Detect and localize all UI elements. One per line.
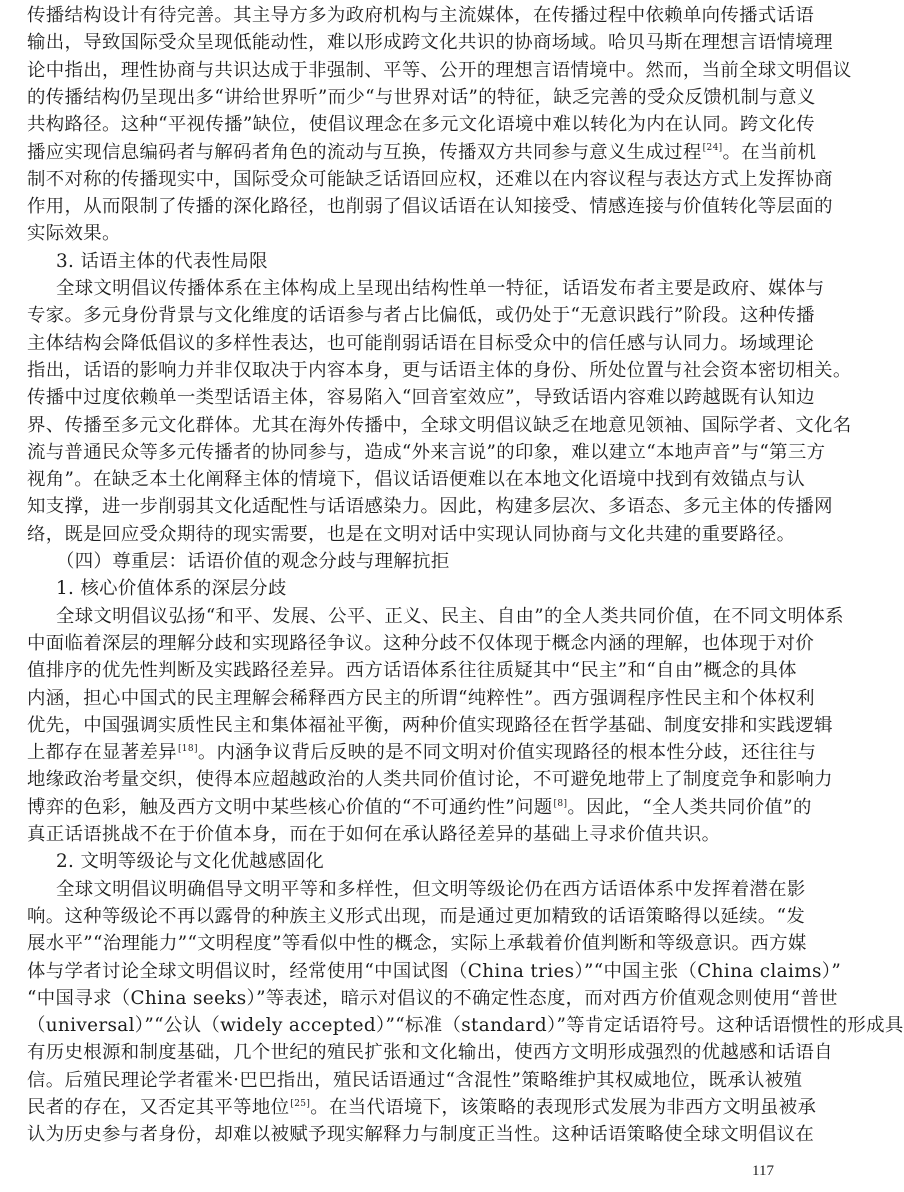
page-number: 117 <box>752 1163 774 1179</box>
text-line <box>27 220 785 247</box>
line-text: 1. 核心价值体系的深层分歧 <box>56 578 287 600</box>
line-text: 。在当前机 <box>722 141 817 163</box>
line-text: 内涵，担心中国式的民主理解会稀释西方民主的所谓“纯粹性”。西方强调程序性民主和个体权利 <box>27 687 815 709</box>
text-line <box>27 712 833 739</box>
citation-ref: [24] <box>702 143 723 154</box>
line-text: 实际效果。 <box>27 223 121 245</box>
line-text: 指出，话语的影响力并非仅取决于内容本身，更与话语主体的身份、所处位置与社会资本密切相关。 <box>27 359 852 381</box>
line-text: 认为历史参与者身份，却难以被赋予现实解释力与制度正当性。这种话语策略使全球文明倡议在 <box>27 1124 815 1146</box>
line-text: 全球文明倡议传播体系在主体构成上呈现出结构性单一特征，话语发布者主要是政府、媒体与 <box>56 278 825 299</box>
text-line <box>27 985 838 1012</box>
line-text: “中国寻求（China seeks）”等表述，暗示对倡议的不确定性态度，而对西方价值观念则使用“普世 <box>27 987 838 1009</box>
text-line <box>56 575 785 602</box>
line-text: 论中指出，理性协商与共识达成于非强制、平等、公开的理想言语情境中。然而，当前全球文明倡议 <box>27 59 852 81</box>
line-text: 信。后殖民理论学者霍米·巴巴指出，殖民话语通过“含混性”策略维护其权威地位，既承认被殖 <box>27 1069 803 1091</box>
text-line <box>56 848 785 875</box>
line-text: 主体结构会降低倡议的多样性表达，也可能削弱话语在目标受众中的信任感与认同力。场域理论 <box>27 332 815 354</box>
text-line <box>27 821 785 848</box>
text-line <box>27 384 815 411</box>
line-text: 流与普通民众等多元传播者的协同参与，造成“外来言说”的印象，难以建立“本地声音”与“第三方 <box>27 441 826 463</box>
text-line <box>27 57 852 84</box>
line-text: 响。这种等级论不再以露骨的种族主义形式出现，而是通过更加精致的话语策略得以延续。“发 <box>27 905 806 927</box>
text-line <box>27 166 833 193</box>
text-line <box>27 193 833 220</box>
citation-ref: [18] <box>177 743 198 754</box>
line-text: 传播中过度依赖单一类型话语主体，容易陷入“回音室效应”，导致话语内容难以跨越既有认知边 <box>27 387 815 409</box>
line-text: 中面临着深层的理解分歧和实现路径争议。这种分歧不仅体现于概念内涵的理解，也体现于对价 <box>27 632 815 654</box>
line-text: 作用，从而限制了传播的深化路径，也削弱了倡议话语在认知接受、情感连接与价值转化等层面的 <box>27 196 833 218</box>
text-line <box>27 1039 833 1066</box>
text-line <box>27 466 806 493</box>
line-text: 值排序的优先性判断及实践路径差异。西方话语体系往往质疑其中“民主”和“自由”概念的具体 <box>27 660 797 682</box>
text-line <box>27 111 815 138</box>
text-line <box>27 903 806 930</box>
text-line <box>27 29 833 56</box>
text-line <box>27 330 815 357</box>
text-line <box>27 412 852 439</box>
citation-ref: [25] <box>290 1098 311 1109</box>
line-text: 共构路径。这种“平视传播”缺位，使倡议理念在多元文化语境中难以转化为内在认同。跨文化传 <box>27 114 815 136</box>
line-text: 地缘政治考量交织，使得本应超越政治的人类共同价值讨论，不可避免地带上了制度竞争和影响力 <box>27 769 833 791</box>
line-text: 博弈的色彩，触及西方文明中某些核心价值的“不可通约性”问题 <box>27 796 553 818</box>
text-line <box>27 84 816 111</box>
line-text: 输出，导致国际受众呈现低能动性，难以形成跨文化共识的协商场域。哈贝马斯在理想言语情境理 <box>27 32 833 54</box>
line-text: 。内涵争议背后反映的是不同文明对价值实现路径的根本性分歧，还往往与 <box>197 742 817 764</box>
line-text: 络，既是回应受众期待的现实需要，也是在文明对话中实现认同协商与文化共建的重要路径。 <box>27 523 796 545</box>
text-line <box>27 657 797 684</box>
text-line <box>27 930 807 957</box>
text-line <box>27 357 852 384</box>
line-text: 知支撑，进一步削弱其文化适配性与话语感染力。因此，构建多层次、多语态、多元主体的传播网 <box>27 496 833 518</box>
text-line <box>56 548 785 575</box>
text-line <box>27 1094 817 1121</box>
line-text: 优先，中国强调实质性民主和集体福祉平衡，两种价值实现路径在哲学基础、制度安排和实践逻辑 <box>27 714 833 736</box>
text-line <box>27 493 833 520</box>
text-line <box>56 603 844 630</box>
text-line <box>27 521 796 548</box>
text-line <box>27 739 817 766</box>
line-text: （四）尊重层：话语价值的观念分歧与理解抗拒 <box>56 551 450 572</box>
line-text: 上都存在显著差异 <box>27 742 177 764</box>
line-text: 全球文明倡议弘扬“和平、发展、公平、正义、民主、自由”的全人类共同价值，在不同文明体系 <box>56 605 844 627</box>
line-text: 视角”。在缺乏本土化阐释主体的情境下，倡议话语便难以在本地文化语境中找到有效锚点与认 <box>27 469 806 491</box>
line-text: 。因此，“全人类共同价值”的 <box>567 796 812 818</box>
text-line <box>27 439 826 466</box>
line-text: 传播结构设计有待完善。其主导方多为政府机构与主流媒体，在传播过程中依赖单向传播式话语 <box>27 5 815 26</box>
text-line <box>56 275 825 302</box>
line-text: 界、传播至多元文化群体。尤其在海外传播中，全球文明倡议缺乏在地意见领袖、国际学者、文化名 <box>27 414 852 436</box>
text-line <box>27 958 842 985</box>
line-text: 全球文明倡议明确倡导文明平等和多样性，但文明等级论仍在西方话语体系中发挥着潜在影 <box>56 878 806 900</box>
citation-ref: [8] <box>553 798 568 809</box>
line-text: 有历史根源和制度基础，几个世纪的殖民扩张和文化输出，使西方文明形成强烈的优越感和话语自 <box>27 1042 833 1064</box>
text-line <box>27 2 815 29</box>
text-line <box>56 876 806 903</box>
text-line <box>27 794 812 821</box>
line-text: 真正话语挑战不在于价值本身，而在于如何在承认路径差异的基础上寻求价值共识。 <box>27 824 721 845</box>
line-text: 播应实现信息编码者与解码者角色的流动与互换，传播双方共同参与意义生成过程 <box>27 141 702 163</box>
line-text: （universal）”“公认（widely accepted）”“标准（standard）”等肯定话语符号。这种话语惯性的形成具 <box>27 1015 904 1037</box>
line-text: 体与学者讨论全球文明倡议时，经常使用“中国试图（China tries）”“中国主张（China claims）” <box>27 960 842 982</box>
text-line <box>27 685 815 712</box>
text-line <box>27 1121 815 1148</box>
text-line <box>27 1067 803 1094</box>
line-text: 。在当代语境下，该策略的表现形式发展为非西方文明虽被承 <box>310 1097 817 1118</box>
text-line <box>56 248 785 275</box>
line-text: 的传播结构仍呈现出多“讲给世界听”而少“与世界对话”的特征，缺乏完善的受众反馈机制与意义 <box>27 86 816 108</box>
text-line <box>27 1012 904 1039</box>
text-line <box>27 139 817 166</box>
text-line <box>27 302 815 329</box>
line-text: 民者的存在，又否定其平等地位 <box>27 1097 290 1118</box>
line-text: 制不对称的传播现实中，国际受众可能缺乏话语回应权，还难以在内容议程与表达方式上发挥协商 <box>27 168 833 190</box>
line-text: 2. 文明等级论与文化优越感固化 <box>56 851 325 873</box>
line-text: 展水平”“治理能力”“文明程度”等看似中性的概念，实际上承载着价值判断和等级意识。西方媒 <box>27 933 807 955</box>
text-line <box>27 630 815 657</box>
line-text: 专家。多元身份背景与文化维度的话语参与者占比偏低，或仍处于“无意识践行”阶段。这种传播 <box>27 305 815 327</box>
line-text: 3. 话语主体的代表性局限 <box>56 250 268 272</box>
text-line <box>27 766 833 793</box>
